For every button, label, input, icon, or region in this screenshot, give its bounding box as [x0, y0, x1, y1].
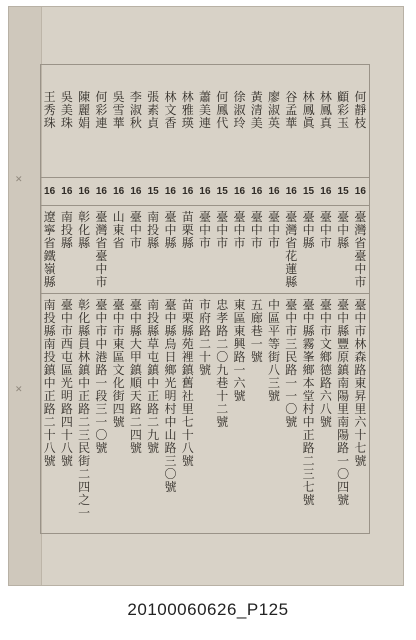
address-cell: 臺 中 縣 豐 原 鎮 南 陽 里 南 陽 路 一 〇 四 號 [337, 298, 350, 507]
name-cell: 林 雅 瑛 [181, 90, 194, 130]
age-cell: 16 [130, 186, 142, 197]
origin-cell: 臺 中 市 [129, 210, 142, 250]
image-caption: 20100060626_P125 [127, 600, 289, 619]
address-cell: 臺 中 縣 烏 日 鄉 光 明 村 中 山 路 三 〇 號 [164, 298, 177, 494]
binding-mark: ✕ [15, 385, 23, 395]
address-cell: 臺 中 縣 大 甲 鎮 順 天 路 二 四 號 [129, 298, 142, 455]
age-cell: 16 [199, 186, 211, 197]
origin-cell: 苗 栗 縣 [181, 210, 194, 250]
age-cell: 16 [61, 186, 73, 197]
name-cell: 李 淑 秋 [129, 90, 142, 130]
address-cell: 臺 中 市 西 屯 區 光 明 路 四 十 八 號 [60, 298, 73, 468]
age-cell: 15 [216, 186, 228, 197]
age-cell: 16 [44, 186, 56, 197]
origin-cell: 臺 中 市 [216, 210, 229, 250]
table-row [231, 65, 248, 533]
table-row [75, 65, 92, 533]
age-cell: 16 [251, 186, 263, 197]
age-cell: 16 [78, 186, 90, 197]
address-cell: 臺 中 縣 霧 峯 鄉 本 堂 村 中 正 路 二 三 七 號 [302, 298, 315, 507]
age-cell: 16 [182, 186, 194, 197]
address-cell: 苗 栗 縣 苑 裡 鎮 舊 社 里 七 十 八 號 [181, 298, 194, 468]
origin-cell: 臺 中 市 [319, 210, 332, 250]
table-row [58, 65, 75, 533]
address-cell: 臺 中 市 中 港 路 一 段 三 一 〇 號 [95, 298, 108, 455]
table-row [196, 65, 213, 533]
name-cell: 何 鳳 代 [216, 90, 229, 130]
origin-cell: 南 投 縣 [147, 210, 160, 250]
name-cell: 林 鳳 真 [319, 90, 332, 130]
origin-cell: 遼 寧 省 鐵 嶺 縣 [43, 210, 56, 289]
name-cell: 林 鳳 眞 [302, 90, 315, 130]
address-cell: 中 區 平 等 街 八 三 號 [268, 298, 281, 403]
name-cell: 吳 美 珠 [60, 90, 73, 130]
origin-cell: 臺 灣 省 花 蓮 縣 [285, 210, 298, 289]
table-row [93, 65, 110, 533]
table-row [214, 65, 231, 533]
binding-gutter [9, 7, 42, 585]
age-cell: 16 [113, 186, 125, 197]
address-cell: 市 府 路 二 十 號 [198, 298, 211, 377]
age-cell: 16 [354, 186, 366, 197]
age-cell: 16 [164, 186, 176, 197]
address-cell: 南 投 縣 南 投 鎮 中 正 路 二 十 八 號 [43, 298, 56, 468]
name-cell: 徐 淑 玲 [233, 90, 246, 130]
table-row [352, 65, 369, 533]
name-cell: 何 彩 連 [95, 90, 108, 130]
age-cell: 16 [320, 186, 332, 197]
address-cell: 南 投 縣 草 屯 鎮 中 正 路 二 九 號 [147, 298, 160, 455]
origin-cell: 臺 中 縣 [302, 210, 315, 250]
name-cell: 顧 彩 玉 [337, 90, 350, 130]
origin-cell: 山 東 省 [112, 210, 125, 250]
table-columns [41, 65, 369, 533]
table-row [162, 65, 179, 533]
age-cell: 15 [337, 186, 349, 197]
table-row [317, 65, 334, 533]
address-cell: 忠 孝 路 二 〇 九 巷 十 二 號 [216, 298, 229, 429]
origin-cell: 臺 中 市 [268, 210, 281, 250]
address-cell: 臺 中 市 三 民 路 一 一 〇 號 [285, 298, 298, 429]
name-cell: 吳 雪 華 [112, 90, 125, 130]
table-row [283, 65, 300, 533]
table-row [145, 65, 162, 533]
origin-cell: 彰 化 縣 [78, 210, 91, 250]
address-cell: 臺 中 市 林 森 路 東 昇 里 六 十 七 號 [354, 298, 367, 468]
name-cell: 谷 孟 華 [285, 90, 298, 130]
name-cell: 王 秀 珠 [43, 90, 56, 130]
age-cell: 15 [147, 186, 159, 197]
table-row [127, 65, 144, 533]
table-row [300, 65, 317, 533]
name-cell: 何 靜 枝 [354, 90, 367, 130]
age-cell: 16 [95, 186, 107, 197]
roster-table [40, 64, 370, 534]
origin-cell: 臺 灣 省 臺 中 市 [95, 210, 108, 289]
address-cell: 臺 中 市 文 鄉 德 路 六 八 號 [319, 298, 332, 429]
age-cell: 16 [268, 186, 280, 197]
name-cell: 黃 清 美 [250, 90, 263, 130]
table-row [248, 65, 265, 533]
address-cell: 東 區 東 興 路 一 六 號 [233, 298, 246, 403]
origin-cell: 臺 中 市 [233, 210, 246, 250]
origin-cell: 臺 中 市 [198, 210, 211, 250]
name-cell: 蕭 美 連 [198, 90, 211, 130]
name-cell: 林 文 香 [164, 90, 177, 130]
origin-cell: 臺 中 縣 [164, 210, 177, 250]
address-cell: 五 廊 巷 一 號 [250, 298, 263, 364]
name-cell: 廖 淑 英 [268, 90, 281, 130]
origin-cell: 南 投 縣 [60, 210, 73, 250]
origin-cell: 臺 中 縣 [337, 210, 350, 250]
origin-cell: 臺 灣 省 臺 中 市 [354, 210, 367, 289]
table-row [110, 65, 127, 533]
table-row [265, 65, 282, 533]
table-row [41, 65, 58, 533]
age-cell: 16 [285, 186, 297, 197]
address-cell: 彰 化 縣 員 林 鎮 中 正 路 二 三 民 街 二 四 之 一 [78, 298, 91, 520]
origin-cell: 臺 中 市 [250, 210, 263, 250]
address-cell: 臺 中 市 東 區 文 化 街 四 號 [112, 298, 125, 429]
age-cell: 16 [233, 186, 246, 197]
table-row [334, 65, 351, 533]
name-cell: 張 素 貞 [147, 90, 160, 130]
name-cell: 陳 麗 娟 [78, 90, 91, 130]
age-cell: 15 [303, 186, 315, 197]
binding-mark: ✕ [15, 175, 23, 185]
table-row [179, 65, 196, 533]
